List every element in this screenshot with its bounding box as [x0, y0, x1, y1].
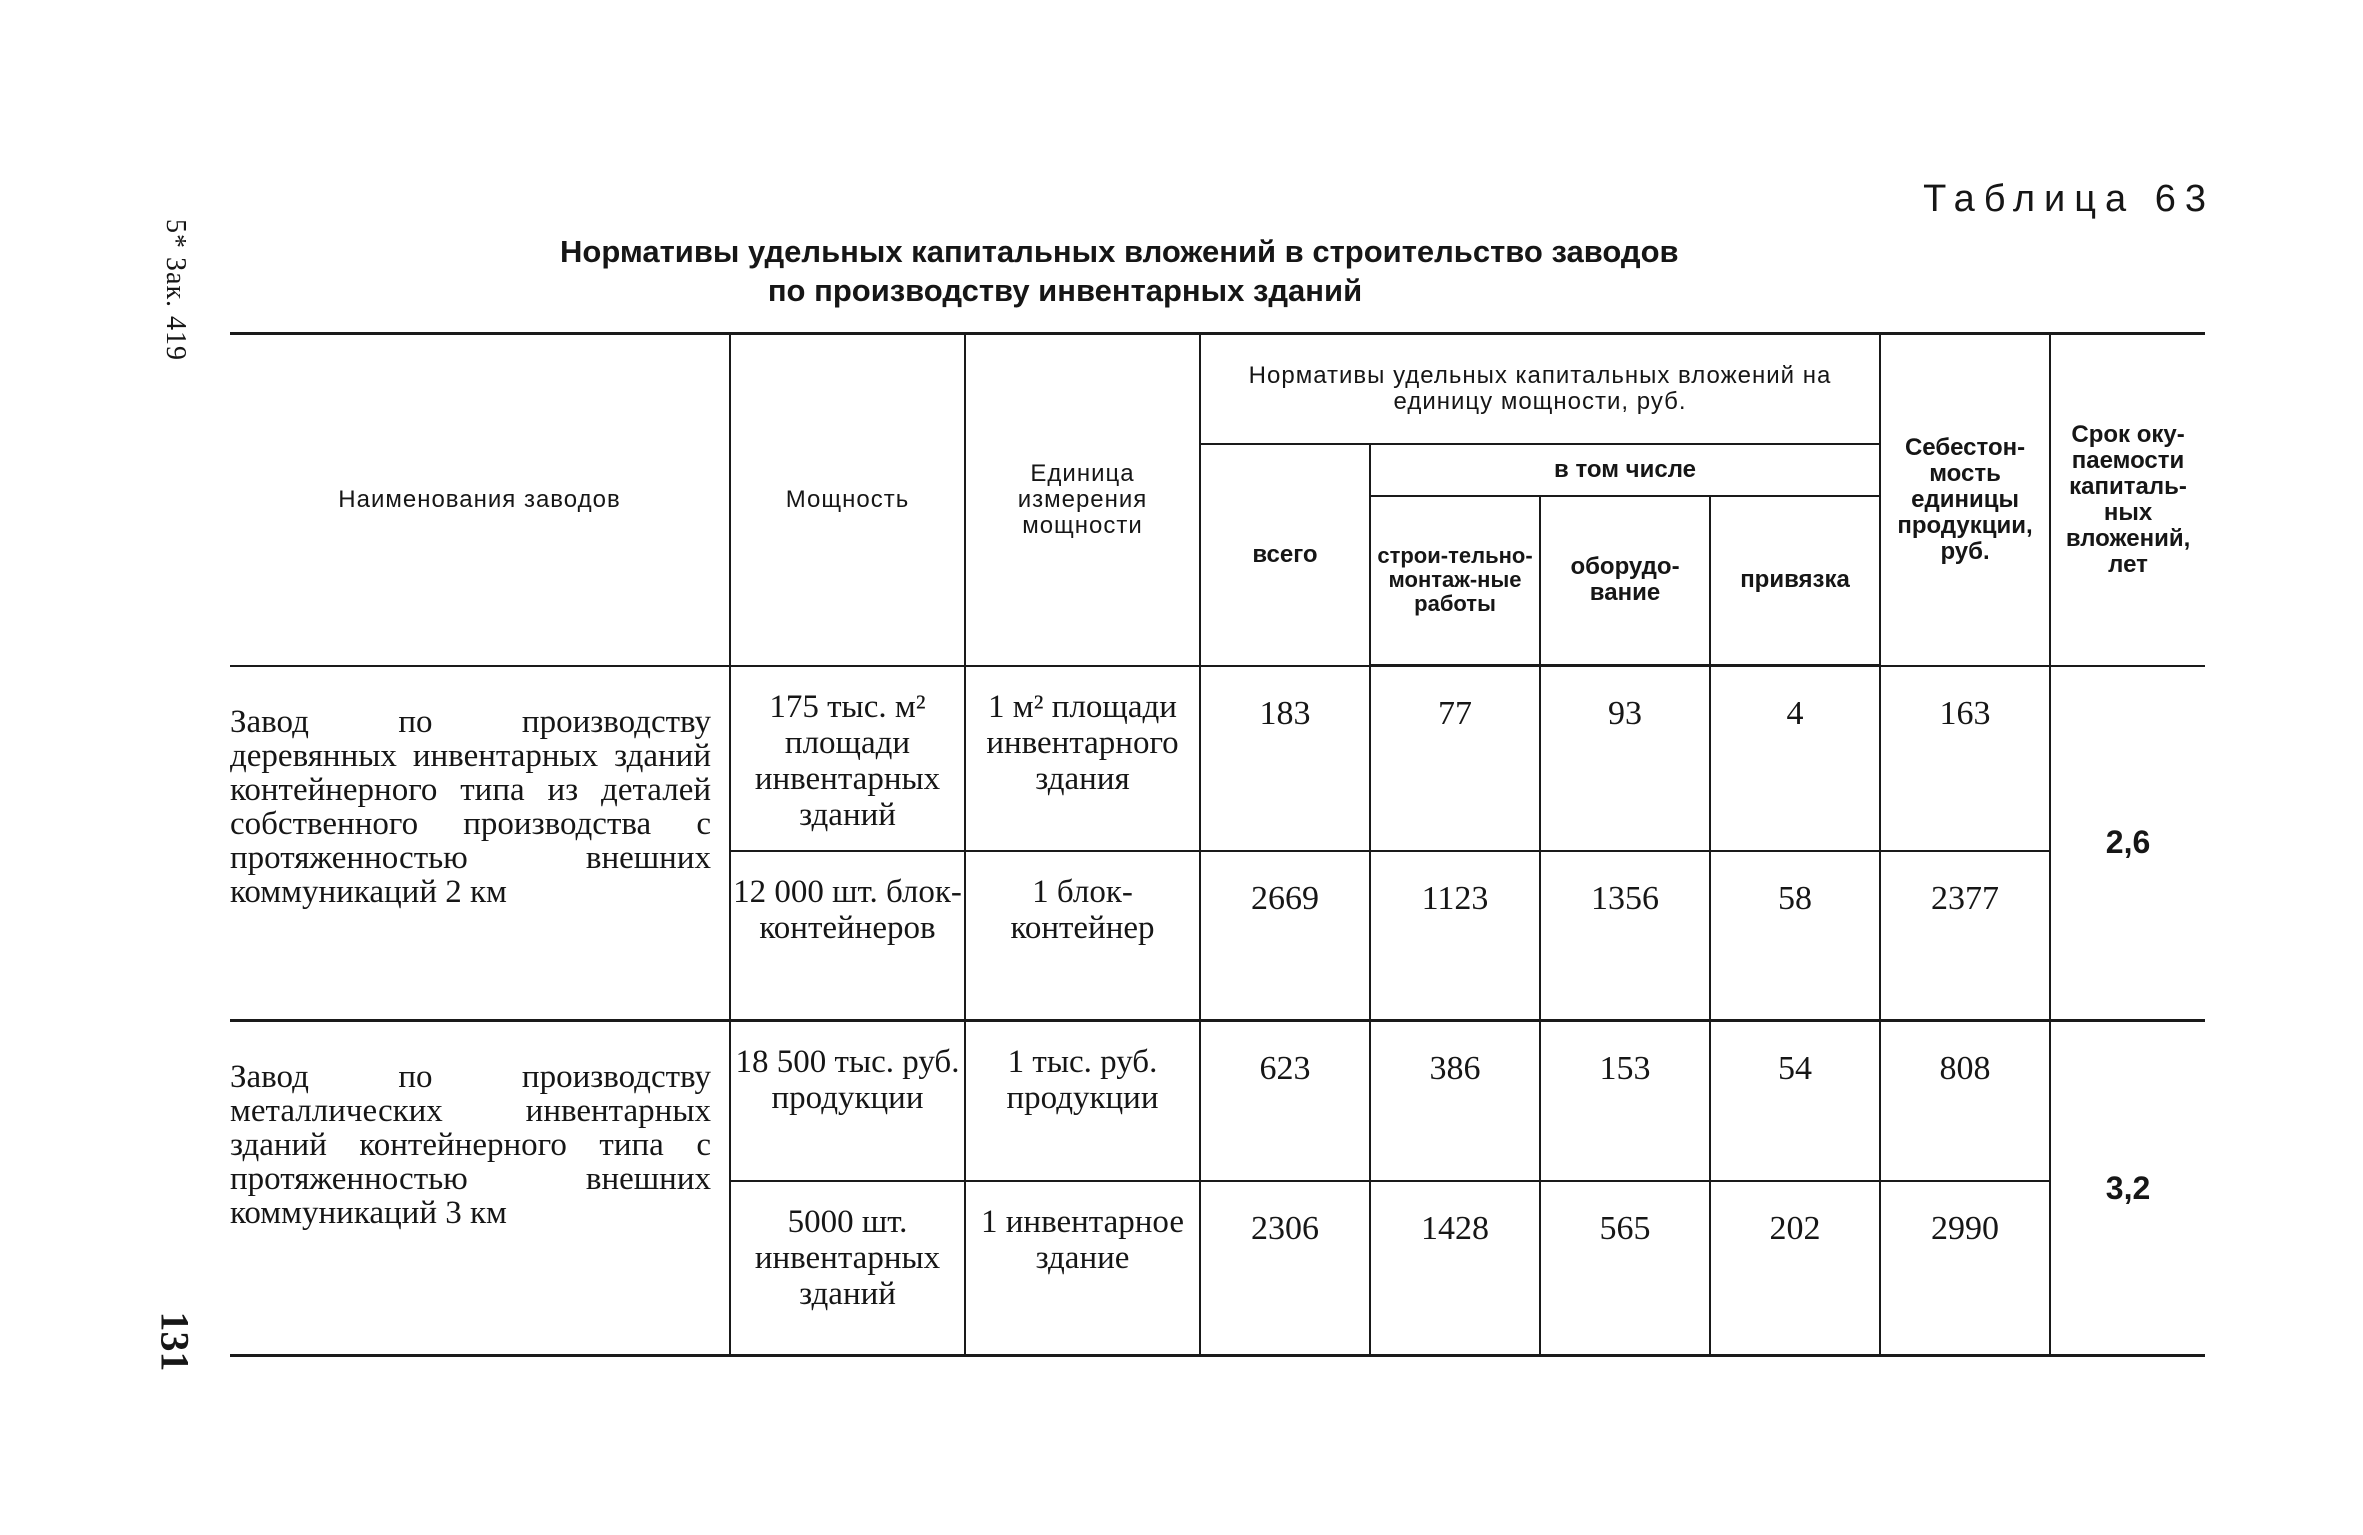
total-cell: 183 [1200, 666, 1370, 851]
plant-name: Завод по производству деревянных инвентарных зданий контейнерного типа из деталей собственного производства с протяженностью внешних коммуникаций 2 км [230, 666, 730, 1021]
binding-cell: 202 [1710, 1181, 1880, 1356]
unit-cell: 1 блок-контейнер [965, 851, 1200, 1021]
table-title [560, 232, 1679, 310]
binding-cell: 54 [1710, 1021, 1880, 1181]
plant-name: Завод по производству металлических инвентарных зданий контейнерного типа с протяженностью внешних коммуникаций 3 км [230, 1021, 730, 1356]
header-payback: Срок оку-паемости капиталь-ных вложений, лет [2050, 334, 2205, 666]
payback-cell: 2,6 [2050, 666, 2205, 1021]
header-plant-name: Наименования заводов [230, 334, 730, 666]
table-label: Таблица 63 [1923, 178, 2215, 220]
order-number: 5* Зак. 419 [160, 219, 191, 362]
equipment-cell: 1356 [1540, 851, 1710, 1021]
header-binding: привязка [1710, 496, 1880, 666]
total-cell: 2669 [1200, 851, 1370, 1021]
equipment-cell: 565 [1540, 1181, 1710, 1356]
header-unit: Единица измерения мощности [965, 334, 1200, 666]
binding-cell: 4 [1710, 666, 1880, 851]
construction-cell: 1428 [1370, 1181, 1540, 1356]
total-cell: 2306 [1200, 1181, 1370, 1356]
unit-cell: 1 м² площади инвентарного здания [965, 666, 1200, 851]
header-equipment: оборудо-вание [1540, 496, 1710, 666]
header-including: в том числе [1370, 444, 1880, 496]
unit-cell: 1 тыс. руб. продукции [965, 1021, 1200, 1181]
total-cell: 623 [1200, 1021, 1370, 1181]
header-total: всего [1200, 444, 1370, 666]
equipment-cell: 153 [1540, 1021, 1710, 1181]
payback-cell: 3,2 [2050, 1021, 2205, 1356]
construction-cell: 1123 [1370, 851, 1540, 1021]
norms-table [230, 332, 2205, 1357]
capacity-cell: 18 500 тыс. руб. продукции [730, 1021, 965, 1181]
header-norms: Нормативы удельных капитальных вложений на единицу мощности, руб. [1200, 334, 1880, 444]
cost-cell: 163 [1880, 666, 2050, 851]
cost-cell: 2990 [1880, 1181, 2050, 1356]
construction-cell: 77 [1370, 666, 1540, 851]
cost-cell: 2377 [1880, 851, 2050, 1021]
table-title-line-2: по производству инвентарных зданий [767, 273, 1363, 308]
page-number: 131 [152, 1311, 198, 1372]
capacity-cell: 175 тыс. м² площади инвентарных зданий [730, 666, 965, 851]
table-title-line-1: Нормативы удельных капитальных вложений в строительство заводов [560, 234, 1679, 269]
equipment-cell: 93 [1540, 666, 1710, 851]
header-capacity: Мощность [730, 334, 965, 666]
capacity-cell: 12 000 шт. блок-контейнеров [730, 851, 965, 1021]
header-cost: Себестон-мость единицы продукции, руб. [1880, 334, 2050, 666]
header-construction: строи-тельно-монтаж-ные работы [1370, 496, 1540, 666]
cost-cell: 808 [1880, 1021, 2050, 1181]
unit-cell: 1 инвентарное здание [965, 1181, 1200, 1356]
binding-cell: 58 [1710, 851, 1880, 1021]
construction-cell: 386 [1370, 1021, 1540, 1181]
capacity-cell: 5000 шт. инвентарных зданий [730, 1181, 965, 1356]
